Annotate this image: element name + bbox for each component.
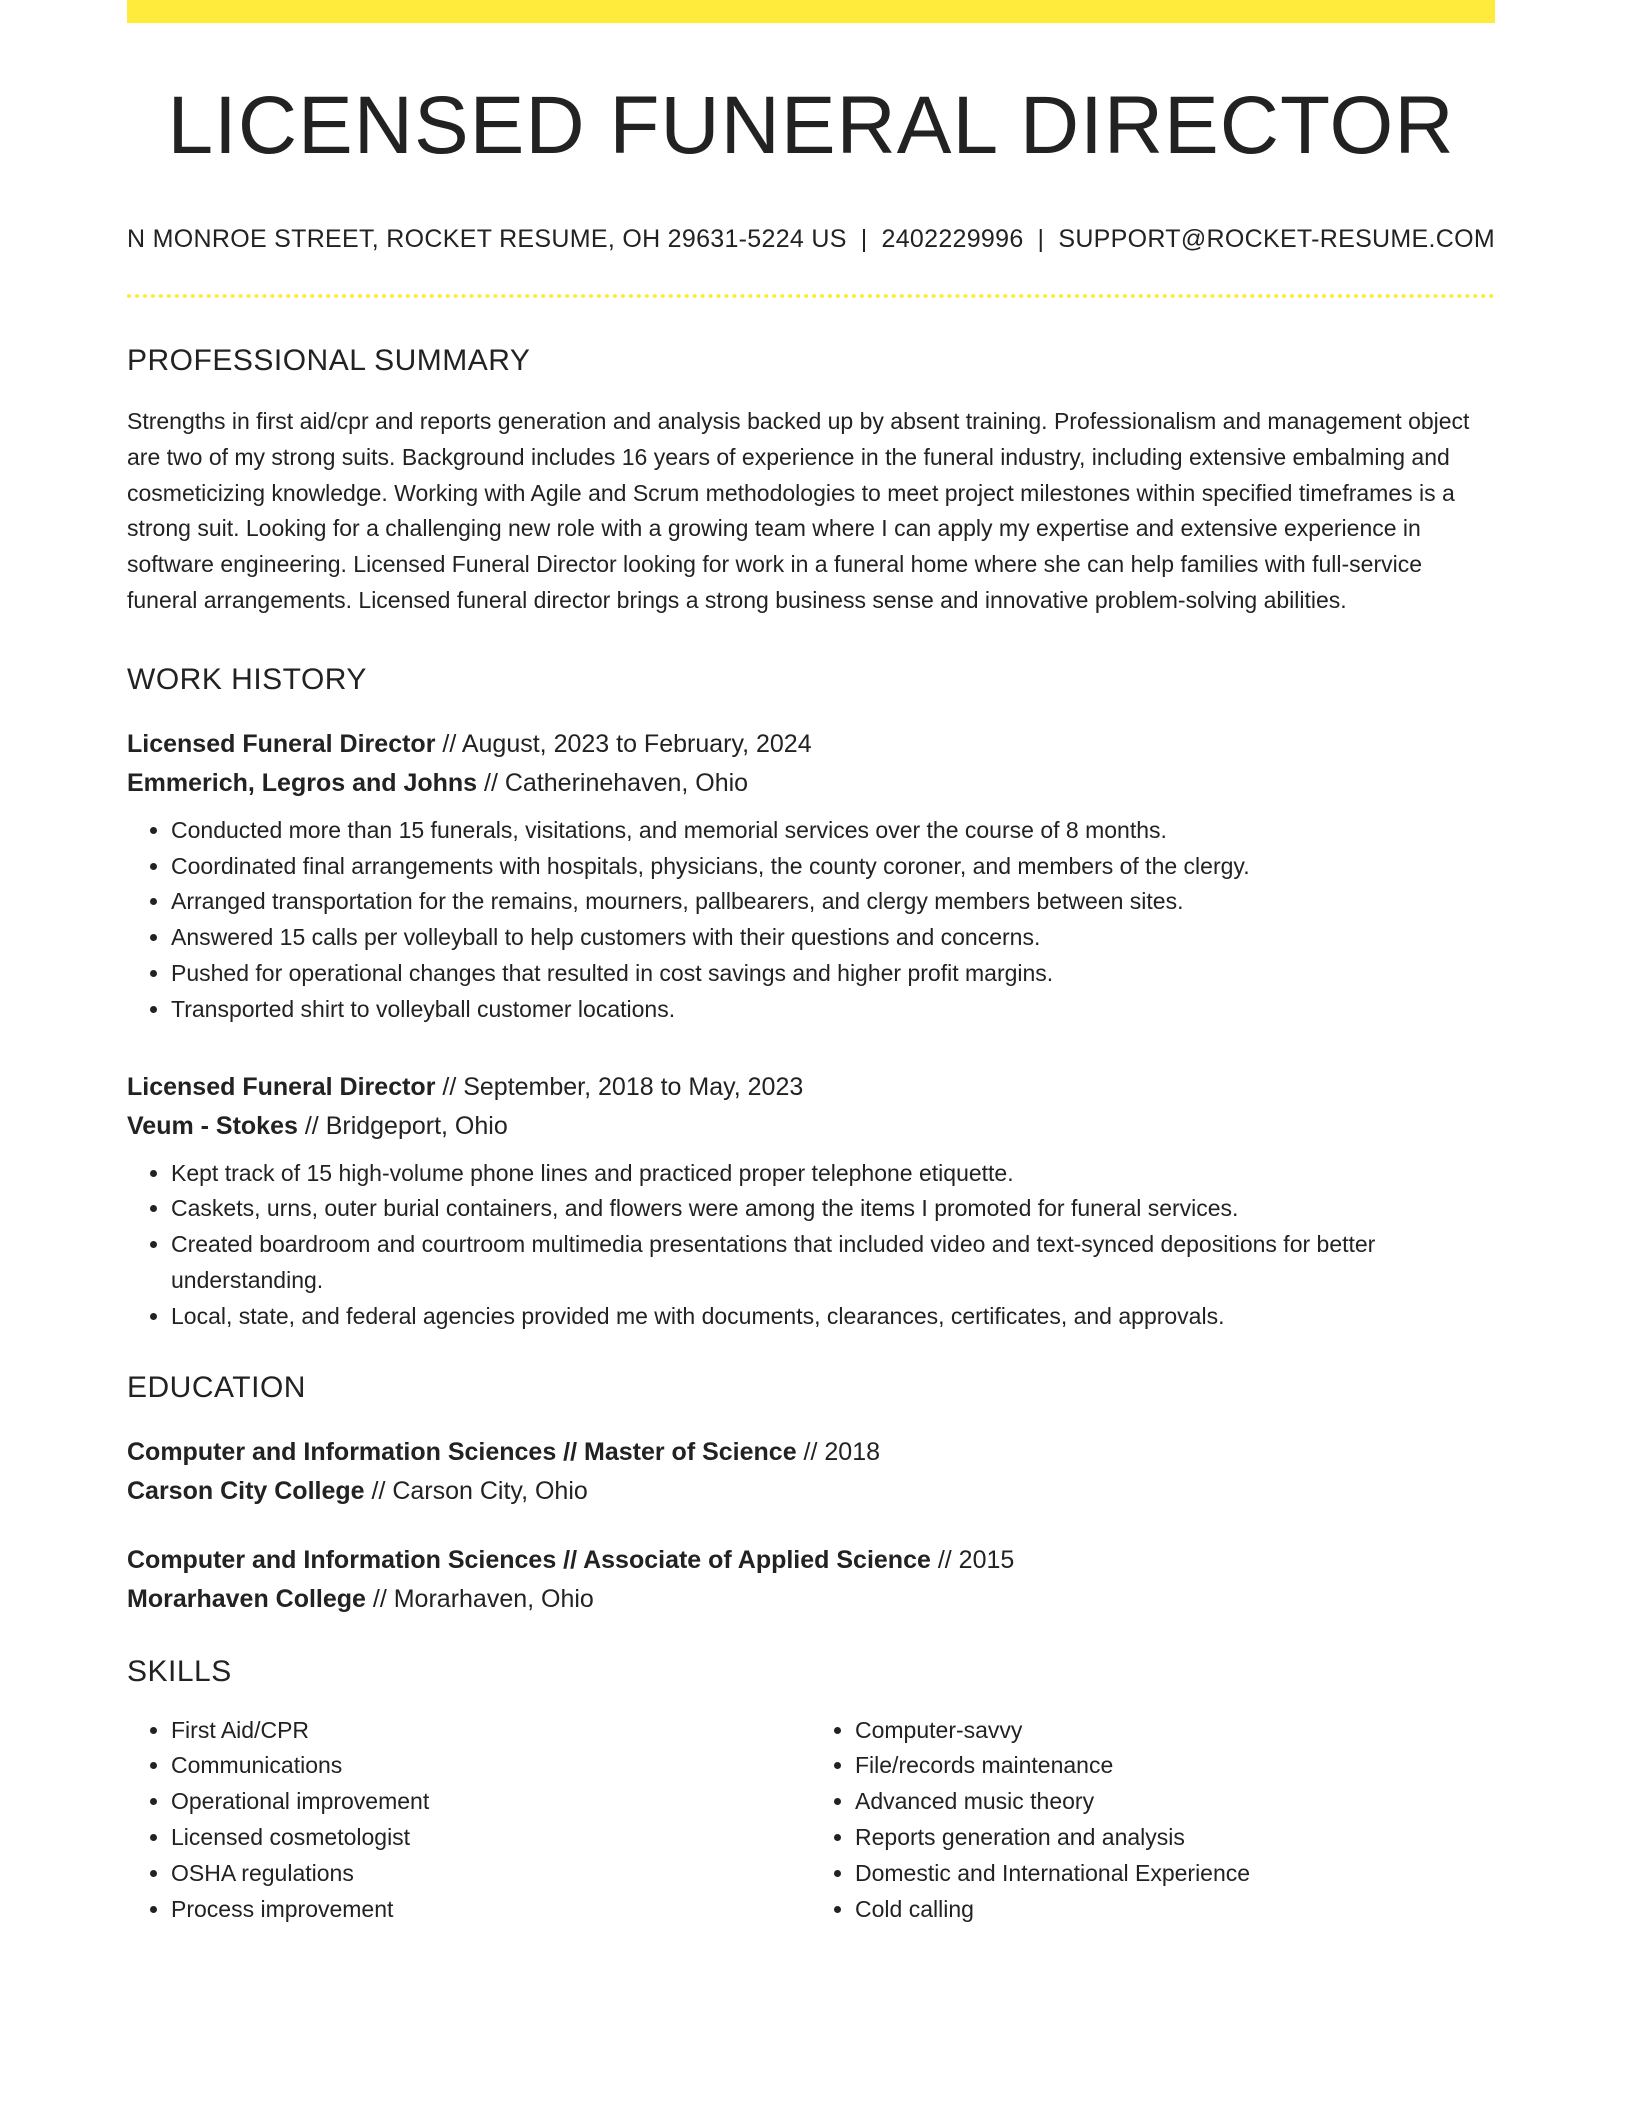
skills-heading: SKILLS	[127, 1654, 232, 1688]
job-company-line	[127, 1107, 1495, 1146]
job-bullet: • Caskets, urns, outer burial containers, and flowers were among the items I promoted for funeral services.	[171, 1191, 1495, 1227]
contact-email: SUPPORT@ROCKET-RESUME.COM	[1058, 225, 1495, 254]
education-degree: Computer and Information Sciences // Associate of Applied Science	[127, 1545, 931, 1574]
education-entry	[127, 1541, 1495, 1619]
job-bullet-list	[127, 1156, 1495, 1335]
skill-item: • Reports generation and analysis	[855, 1820, 1495, 1856]
job-bullet: • Created boardroom and courtroom multimedia presentations that included video and text-synced depositions for better understanding.	[171, 1227, 1495, 1299]
skills-list-left	[127, 1713, 811, 1928]
job-company-line	[127, 764, 1495, 803]
skill-item: • Operational improvement	[171, 1784, 811, 1820]
skills-list-right	[811, 1713, 1495, 1928]
contact-phone: 2402229996	[881, 225, 1024, 254]
skill-item: • Domestic and International Experience	[855, 1856, 1495, 1892]
job-location: // Bridgeport, Ohio	[297, 1111, 508, 1140]
work-history-heading: WORK HISTORY	[127, 662, 367, 696]
skill-item: • Licensed cosmetologist	[171, 1820, 811, 1856]
job-title-line	[127, 725, 1495, 764]
skill-item: • Computer-savvy	[855, 1713, 1495, 1749]
job-entry	[127, 725, 1495, 1028]
contact-line	[127, 225, 1495, 254]
job-role: Licensed Funeral Director	[127, 729, 436, 758]
job-bullet: • Transported shirt to volleyball customer locations.	[171, 992, 1495, 1028]
job-bullet: • Coordinated final arrangements with hospitals, physicians, the county coroner, and members of the clergy.	[171, 849, 1495, 885]
job-entry	[127, 1068, 1495, 1335]
skill-item: • Advanced music theory	[855, 1784, 1495, 1820]
education-school-line	[127, 1472, 1495, 1511]
education-heading: EDUCATION	[127, 1370, 306, 1404]
header-divider	[127, 294, 1495, 298]
job-bullet: • Local, state, and federal agencies provided me with documents, clearances, certificates, and approvals.	[171, 1299, 1495, 1335]
resume-page	[127, 0, 1495, 1927]
job-dates: // September, 2018 to May, 2023	[435, 1072, 804, 1101]
resume-name-heading: LICENSED FUNERAL DIRECTOR	[167, 80, 1455, 171]
summary-heading: PROFESSIONAL SUMMARY	[127, 344, 531, 378]
skill-item: • Process improvement	[171, 1892, 811, 1928]
education-school-line	[127, 1580, 1495, 1619]
education-location: // Morarhaven, Ohio	[365, 1584, 594, 1613]
education-degree-line	[127, 1541, 1495, 1580]
job-location: // Catherinehaven, Ohio	[477, 768, 749, 797]
skill-item: • Cold calling	[855, 1892, 1495, 1928]
job-company: Emmerich, Legros and Johns	[127, 768, 478, 797]
job-bullet-list	[127, 813, 1495, 1028]
skill-item: • Communications	[171, 1748, 811, 1784]
education-year: // 2018	[796, 1437, 881, 1466]
skills-columns	[127, 1713, 1495, 1928]
skill-item: • First Aid/CPR	[171, 1713, 811, 1749]
skill-item: • File/records maintenance	[855, 1748, 1495, 1784]
education-year: // 2015	[930, 1545, 1015, 1574]
job-bullet: • Answered 15 calls per volleyball to help customers with their questions and concerns.	[171, 920, 1495, 956]
education-degree: Computer and Information Sciences // Master of Science	[127, 1437, 797, 1466]
job-bullet: • Conducted more than 15 funerals, visitations, and memorial services over the course of 8 months.	[171, 813, 1495, 849]
job-bullet: • Pushed for operational changes that resulted in cost savings and higher profit margins.	[171, 956, 1495, 992]
job-dates: // August, 2023 to February, 2024	[435, 729, 812, 758]
contact-address: N MONROE STREET, ROCKET RESUME, OH 29631-5224 US	[127, 225, 847, 254]
summary-text: Strengths in first aid/cpr and reports generation and analysis backed up by absent training. Professionalism and management object are two of my strong suits. Background includes 16 years of experience in the funeral industry, including extensive embalming and cosmeticizing knowledge. Working with Agile and Scrum methodologies to meet project milestones within specified timeframes is a strong suit. Looking for a challenging new role with a growing team where I can apply my expertise and extensive experience in software engineering. Licensed Funeral Director looking for work in a funeral home where she can help families with full-service funeral arrangements. Licensed funeral director brings a strong business sense and innovative problem-solving abilities.	[127, 408, 1470, 614]
job-company: Veum - Stokes	[127, 1111, 298, 1140]
job-bullet: • Kept track of 15 high-volume phone lines and practiced proper telephone etiquette.	[171, 1156, 1495, 1192]
education-school: Carson City College	[127, 1476, 365, 1505]
contact-separator: |	[1037, 225, 1045, 254]
skill-item: • OSHA regulations	[171, 1856, 811, 1892]
education-school: Morarhaven College	[127, 1584, 366, 1613]
top-accent-bar	[127, 0, 1495, 23]
job-title-line	[127, 1068, 1495, 1107]
contact-separator: |	[860, 225, 868, 254]
education-location: // Carson City, Ohio	[364, 1476, 588, 1505]
education-entry	[127, 1433, 1495, 1511]
job-role: Licensed Funeral Director	[127, 1072, 436, 1101]
education-degree-line	[127, 1433, 1495, 1472]
job-bullet: • Arranged transportation for the remains, mourners, pallbearers, and clergy members between sites.	[171, 884, 1495, 920]
